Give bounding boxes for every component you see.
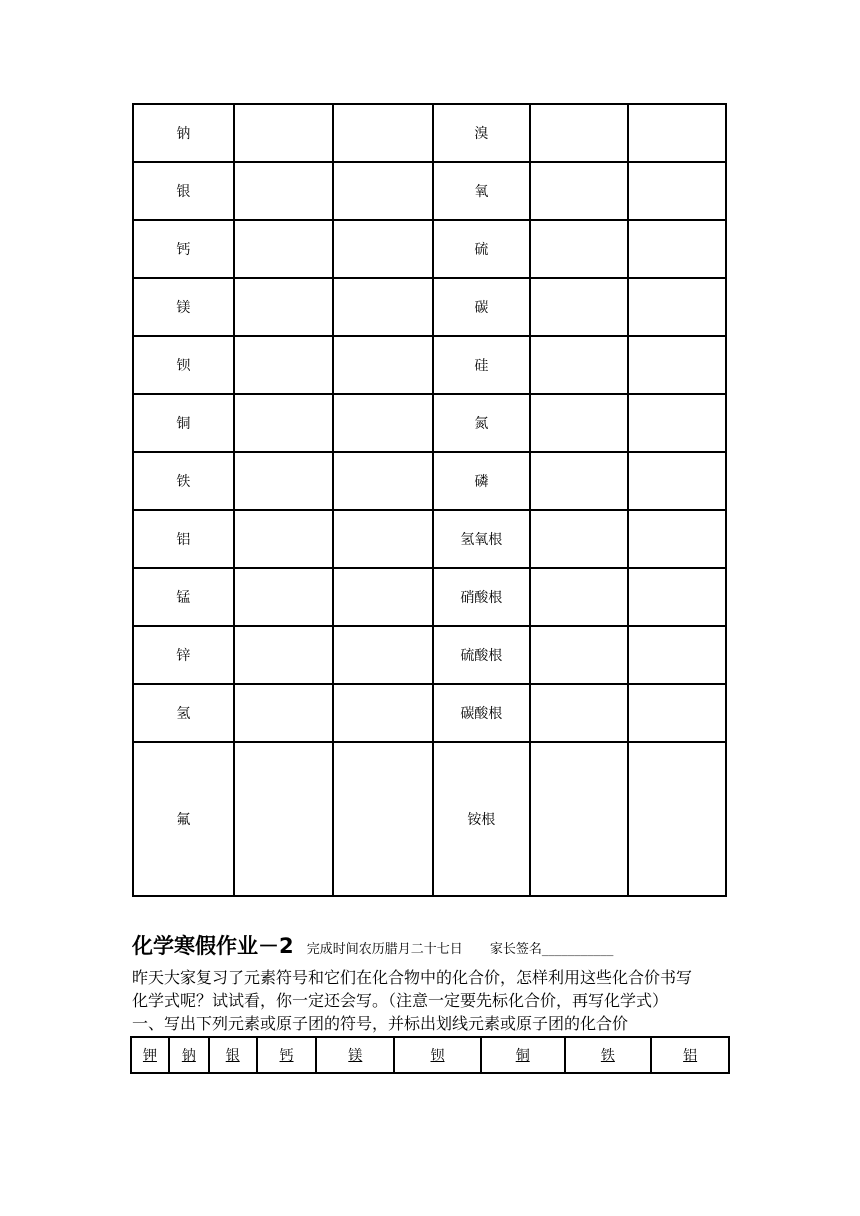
blank-cell[interactable] <box>333 220 433 278</box>
blank-cell[interactable] <box>628 568 726 626</box>
question-1: 一、写出下列元素或原子团的符号，并标出划线元素或原子团的化合价 <box>132 1014 629 1033</box>
element-name-cell: 镁 <box>133 278 234 336</box>
blank-cell[interactable] <box>234 510 334 568</box>
blank-cell[interactable] <box>530 568 629 626</box>
blank-cell[interactable] <box>234 742 334 896</box>
blank-cell[interactable] <box>333 568 433 626</box>
element-name-cell: 钡 <box>133 336 234 394</box>
element-name-cell: 氢 <box>133 684 234 742</box>
blank-cell[interactable] <box>333 626 433 684</box>
blank-cell[interactable] <box>628 104 726 162</box>
table-row <box>133 278 726 336</box>
element-name-cell: 铁 <box>133 452 234 510</box>
valence-table <box>132 103 727 897</box>
table-row <box>133 626 726 684</box>
element-cell: 铝 <box>651 1037 729 1073</box>
table-row <box>133 684 726 742</box>
blank-cell[interactable] <box>234 394 334 452</box>
blank-cell[interactable] <box>234 336 334 394</box>
element-name-cell: 银 <box>133 162 234 220</box>
table-row <box>133 394 726 452</box>
element-name-cell: 铵根 <box>433 742 530 896</box>
intro-line: 化学式呢？试试看，你一定还会写。（注意一定要先标化合价，再写化学式） <box>132 991 669 1010</box>
blank-cell[interactable] <box>333 452 433 510</box>
blank-cell[interactable] <box>333 510 433 568</box>
blank-cell[interactable] <box>333 336 433 394</box>
blank-cell[interactable] <box>628 278 726 336</box>
element-name-cell: 碳 <box>433 278 530 336</box>
blank-cell[interactable] <box>628 626 726 684</box>
element-cell: 铁 <box>565 1037 652 1073</box>
element-name-cell: 钠 <box>133 104 234 162</box>
element-name-cell: 锌 <box>133 626 234 684</box>
table-row <box>133 742 726 896</box>
blank-cell[interactable] <box>234 626 334 684</box>
blank-cell[interactable] <box>628 220 726 278</box>
blank-cell[interactable] <box>530 510 629 568</box>
table-row <box>133 452 726 510</box>
blank-cell[interactable] <box>628 336 726 394</box>
blank-cell[interactable] <box>530 162 629 220</box>
instructions <box>132 966 732 1035</box>
blank-cell[interactable] <box>530 220 629 278</box>
blank-cell[interactable] <box>530 336 629 394</box>
blank-cell[interactable] <box>628 162 726 220</box>
element-name-cell: 氧 <box>433 162 530 220</box>
symbol-table <box>130 1036 730 1074</box>
element-cell: 钠 <box>169 1037 209 1073</box>
table-row <box>133 336 726 394</box>
blank-cell[interactable] <box>628 510 726 568</box>
blank-cell[interactable] <box>530 104 629 162</box>
element-cell: 铜 <box>481 1037 565 1073</box>
element-name-cell: 氢氧根 <box>433 510 530 568</box>
element-cell: 银 <box>209 1037 257 1073</box>
intro-line: 昨天大家复习了元素符号和它们在化合物中的化合价，怎样利用这些化合价书写 <box>132 968 693 987</box>
blank-cell[interactable] <box>234 278 334 336</box>
element-name-cell: 硅 <box>433 336 530 394</box>
table-row <box>133 568 726 626</box>
table-row <box>133 104 726 162</box>
blank-cell[interactable] <box>234 684 334 742</box>
blank-cell[interactable] <box>530 626 629 684</box>
table-row <box>133 162 726 220</box>
blank-cell[interactable] <box>333 394 433 452</box>
element-name-cell: 硝酸根 <box>433 568 530 626</box>
blank-cell[interactable] <box>628 684 726 742</box>
table-row <box>133 220 726 278</box>
element-name-cell: 碳酸根 <box>433 684 530 742</box>
element-name-cell: 铜 <box>133 394 234 452</box>
blank-cell[interactable] <box>333 742 433 896</box>
blank-cell[interactable] <box>530 278 629 336</box>
blank-cell[interactable] <box>530 742 629 896</box>
blank-cell[interactable] <box>234 452 334 510</box>
blank-cell[interactable] <box>333 162 433 220</box>
blank-cell[interactable] <box>628 394 726 452</box>
homework-header <box>132 930 613 960</box>
element-cell: 镁 <box>316 1037 394 1073</box>
element-name-cell: 铝 <box>133 510 234 568</box>
blank-cell[interactable] <box>628 452 726 510</box>
element-name-cell: 硫 <box>433 220 530 278</box>
element-name-cell: 硫酸根 <box>433 626 530 684</box>
element-name-cell: 钙 <box>133 220 234 278</box>
blank-cell[interactable] <box>234 104 334 162</box>
table-row <box>131 1037 729 1073</box>
blank-cell[interactable] <box>333 684 433 742</box>
blank-cell[interactable] <box>333 278 433 336</box>
blank-cell[interactable] <box>530 684 629 742</box>
blank-cell[interactable] <box>628 742 726 896</box>
element-cell: 钾 <box>131 1037 169 1073</box>
element-name-cell: 氮 <box>433 394 530 452</box>
element-cell: 钙 <box>257 1037 317 1073</box>
table-row <box>133 510 726 568</box>
parent-signature: 家长签名___________ <box>489 942 614 957</box>
blank-cell[interactable] <box>530 452 629 510</box>
blank-cell[interactable] <box>333 104 433 162</box>
blank-cell[interactable] <box>234 568 334 626</box>
blank-cell[interactable] <box>234 220 334 278</box>
element-name-cell: 溴 <box>433 104 530 162</box>
element-name-cell: 磷 <box>433 452 530 510</box>
blank-cell[interactable] <box>530 394 629 452</box>
homework-title: 化学寒假作业－2 <box>132 934 294 958</box>
element-cell: 钡 <box>394 1037 481 1073</box>
element-name-cell: 锰 <box>133 568 234 626</box>
deadline-note: 完成时间农历腊月二十七日 <box>306 942 463 957</box>
blank-cell[interactable] <box>234 162 334 220</box>
element-name-cell: 氟 <box>133 742 234 896</box>
